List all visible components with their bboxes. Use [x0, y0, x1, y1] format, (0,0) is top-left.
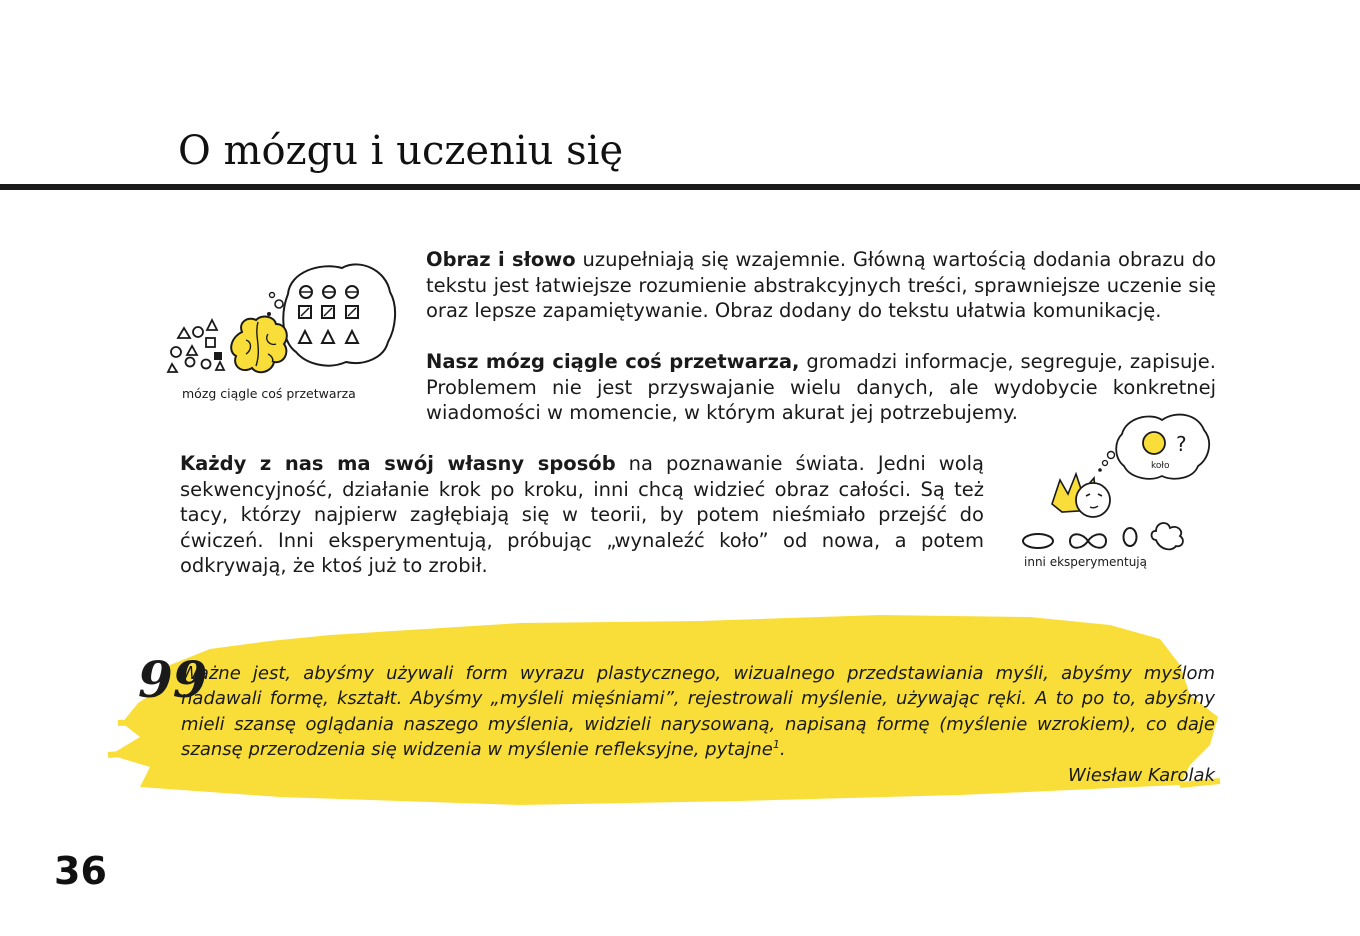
- quote-end: .: [779, 738, 786, 760]
- quote-author: Wiesław Karolak: [1068, 765, 1215, 786]
- brain-processing-illustration: [160, 258, 400, 408]
- paragraph-image-and-word: [426, 247, 1216, 324]
- paragraph-lead: Nasz mózg ciągle coś przetwarza,: [426, 350, 800, 373]
- quote-text: Ważne jest, abyśmy używali form wyrazu plastycznego, wizualnego przedstawiania myśli, abyśmy myślom nadawali formę, kształt. Abyśmy „myśleli mięśniami”, rejestrowali myślenie, używając ręki. A to po to, abyśmy mieli szansę oglądania naszego myślenia, widzieli narysowaną, napisaną formę (myślenie wzrokiem), co daje szansę przerodzenia się widzenia w myślenie refleksyjne, pytajne: [181, 663, 1215, 760]
- left-illustration-caption: mózg ciągle coś przetwarza: [182, 386, 356, 401]
- paragraph-lead: Obraz i słowo: [426, 248, 576, 271]
- paragraph-body: na poznawanie świata. Jedni wolą sekwencyjność, działanie krok po kroku, inni chcą widzieć obraz całości. Są też tacy, którzy najpierw zagłębiają się w teorii, by potem nieśmiało przejść do ćwiczeń. Inni eksperymentują, próbując „wynaleźć koło” od nowa, a potem odkrywają, że ktoś już to zrobił.: [180, 452, 984, 577]
- title-divider: [0, 184, 1360, 190]
- karolak-quote: [181, 661, 1215, 762]
- page-number: 36: [54, 849, 107, 893]
- paragraph-body: gromadzi informacje, segreguje, zapisuje. Problemem nie jest przyswajanie wielu danych, ale wydobycie konkretnej wiadomości w momencie, w którym akurat jej potrzebujemy.: [426, 350, 1216, 424]
- experimenting-illustration: [1010, 410, 1220, 580]
- page-title: O mózgu i uczeniu się: [178, 128, 624, 174]
- quote-icon: 99: [138, 650, 208, 709]
- question-mark: ?: [1176, 432, 1187, 456]
- right-illustration-caption: inni eksperymentują: [1024, 555, 1147, 569]
- paragraph-own-way: [180, 451, 984, 579]
- paragraph-lead: Każdy z nas ma swój własny sposób: [180, 452, 616, 475]
- paragraph-body: uzupełniają się wzajemnie. Główną wartością dodania obrazu do tekstu jest łatwiejsze rozumienie abstrakcyjnych treści, sprawniejsze uczenie się oraz lepsze zapamiętywanie. Obraz dodany do tekstu ułatwia komunikację.: [426, 248, 1217, 322]
- bubble-label: koło: [1151, 461, 1170, 471]
- footnote-marker: 1: [772, 737, 780, 751]
